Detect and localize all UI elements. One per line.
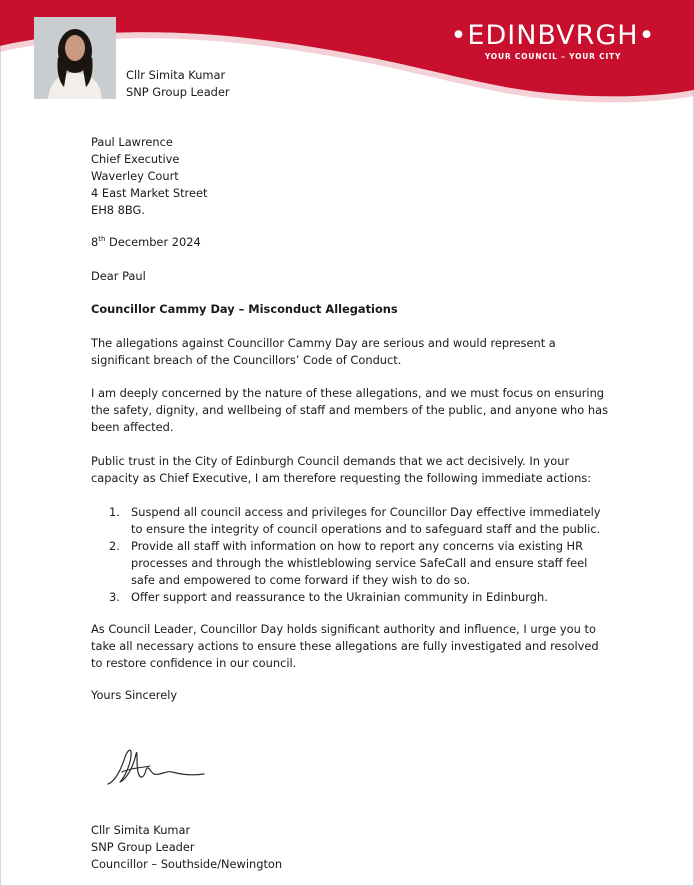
sign-off: Yours Sincerely — [91, 688, 178, 702]
date-rest: December 2024 — [105, 235, 201, 249]
paragraph-2: I am deeply concerned by the nature of these allegations, and we must focus on ensuring the safety, dignity, and wellbeing of staff and members of the public, and anyone who has been affected. — [91, 386, 609, 434]
recipient-line: Paul Lawrence — [91, 135, 173, 149]
closing-paragraph: As Council Leader, Councillor Day holds significant authority and influence, I urge you to take all necessary actions to ensure these allegations are fully investigated and resolved to restore confidence in our council. — [91, 622, 599, 670]
sender-name: Cllr Simita Kumar — [126, 68, 226, 82]
footer-signature-block — [91, 822, 612, 873]
recipient-line: EH8 8BG. — [91, 203, 145, 217]
portrait-image — [34, 17, 116, 99]
salutation: Dear Paul — [91, 269, 146, 283]
logo-tagline: YOUR COUNCIL – YOUR CITY — [484, 52, 622, 61]
list-text: Offer support and reassurance to the Ukrainian community in Edinburgh. — [131, 590, 548, 604]
date-day: 8 — [91, 235, 99, 249]
footer-name: Cllr Simita Kumar — [91, 823, 191, 837]
footer-ward: Councillor – Southside/Newington — [91, 857, 283, 871]
recipient-address — [91, 134, 612, 219]
edinburgh-logo — [448, 20, 658, 61]
logo-wordmark: •EDINBVRGH• — [450, 20, 656, 51]
list-text: Provide all staff with information on how to report any concerns via existing HR processes and through the whistleblowing service SafeCall and ensure staff feel safe and empowered to come forward if they wish to do so. — [131, 539, 588, 587]
list-number: 2. — [109, 539, 120, 553]
handwritten-signature — [100, 742, 210, 792]
list-item — [91, 504, 612, 538]
list-text: Suspend all council access and privileges for Councillor Day effective immediately to ensure the integrity of council operations and to safeguard staff and the public. — [131, 505, 601, 536]
actions-list — [91, 504, 612, 606]
sender-role: SNP Group Leader — [126, 85, 230, 99]
paragraph-3: Public trust in the City of Edinburgh Council demands that we act decisively. In your capacity as Chief Executive, I am therefore requesting the following immediate actions: — [91, 454, 592, 485]
letter-subject: Councillor Cammy Day – Misconduct Allegations — [91, 302, 398, 316]
recipient-line: Chief Executive — [91, 152, 180, 166]
list-item — [91, 538, 612, 589]
date-suffix: th — [98, 235, 106, 244]
paragraph-1: The allegations against Councillor Cammy Day are serious and would represent a significant breach of the Councillors’ Code of Conduct. — [91, 336, 556, 367]
list-number: 3. — [109, 590, 120, 604]
letter-date — [91, 234, 612, 251]
list-item — [91, 589, 612, 606]
list-number: 1. — [109, 505, 120, 519]
recipient-line: Waverley Court — [91, 169, 179, 183]
sender-photo — [34, 17, 116, 99]
footer-role: SNP Group Leader — [91, 840, 195, 854]
recipient-line: 4 East Market Street — [91, 186, 208, 200]
sender-block — [126, 67, 230, 101]
